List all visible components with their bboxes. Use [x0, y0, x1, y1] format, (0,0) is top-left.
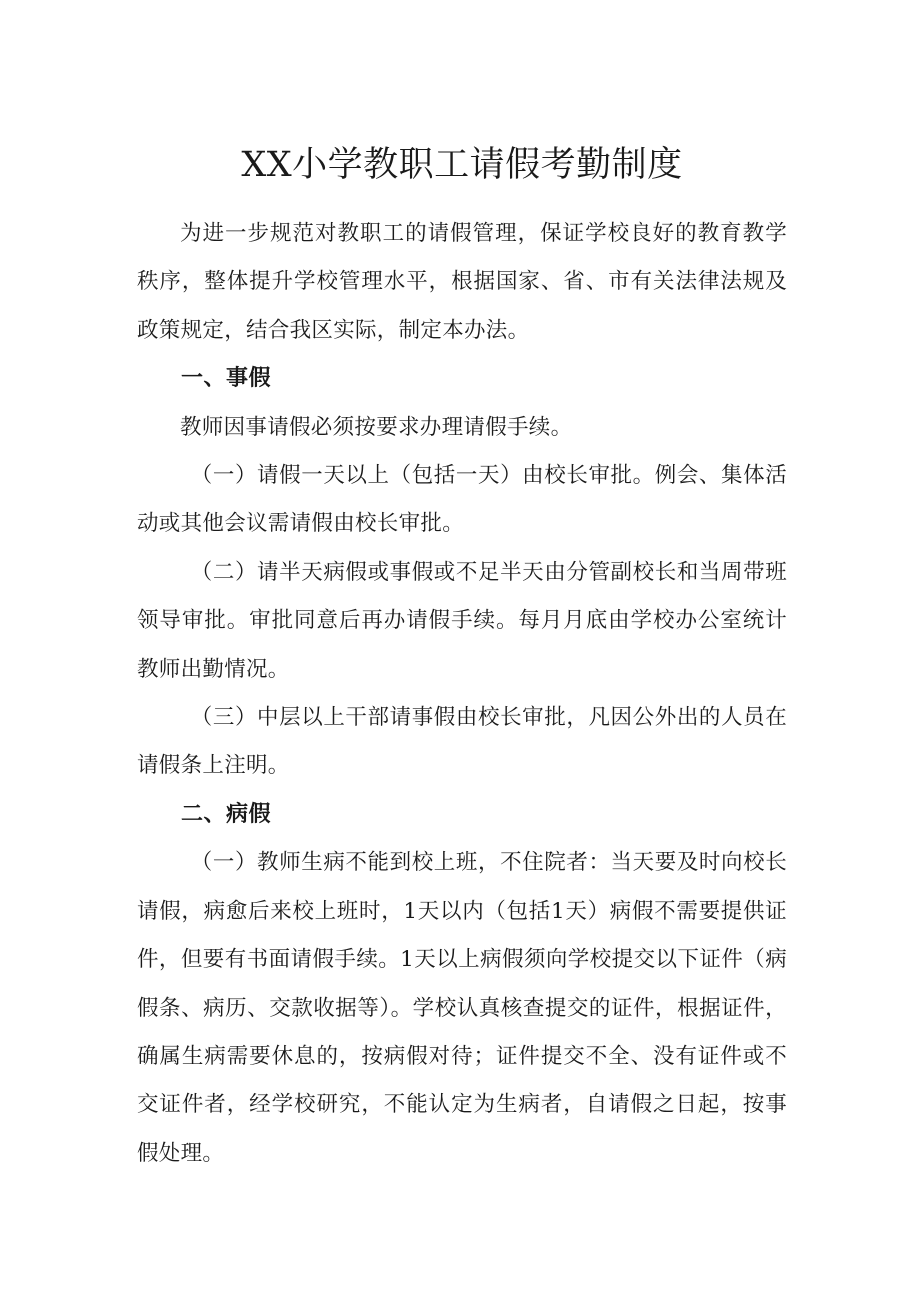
personal-leave-item-2: （二）请半天病假或事假或不足半天由分管副校长和当周带班领导审批。审批同意后再办请假手续。每月月底由学校办公室统计教师出勤情况。 — [137, 559, 787, 682]
document-page — [137, 0, 787, 1301]
document-title: XX小学教职工请假考勤制度 — [241, 145, 683, 186]
intro-paragraph: 为进一步规范对教职工的请假管理，保证学校良好的教育教学秩序，整体提升学校管理水平，根据国家、省、市有关法律法规及政策规定，结合我区实际，制定本办法。 — [137, 221, 787, 343]
personal-leave-item-3: （三）中层以上干部请事假由校长审批，凡因公外出的人员在请假条上注明。 — [137, 705, 787, 779]
document-body — [137, 210, 787, 1178]
section-lead-personal-leave: 教师因事请假必须按要求办理请假手续。 — [180, 414, 573, 440]
personal-leave-item-1: （一）请假一天以上（包括一天）由校长审批。例会、集体活动或其他会议需请假由校长审批。 — [137, 463, 787, 537]
section-heading-sick-leave: 二、病假 — [181, 801, 272, 827]
sick-leave-item-1: （一）教师生病不能到校上班，不住院者：当天要及时向校长请假，病愈后来校上班时，1天以内（包括1天）病假不需要提供证件，但要有书面请假手续。1天以上病假须向学校提交以下证件（病假条、病历、交款收据等）。学校认真核查提交的证件，根据证件，确属生病需要休息的，按病假对待；证件提交不全、没有证件或不交证件者，经学校研究，不能认定为生病者，自请假之日起，按事假处理。 — [137, 850, 787, 1166]
section-heading-personal-leave: 一、事假 — [181, 366, 272, 392]
